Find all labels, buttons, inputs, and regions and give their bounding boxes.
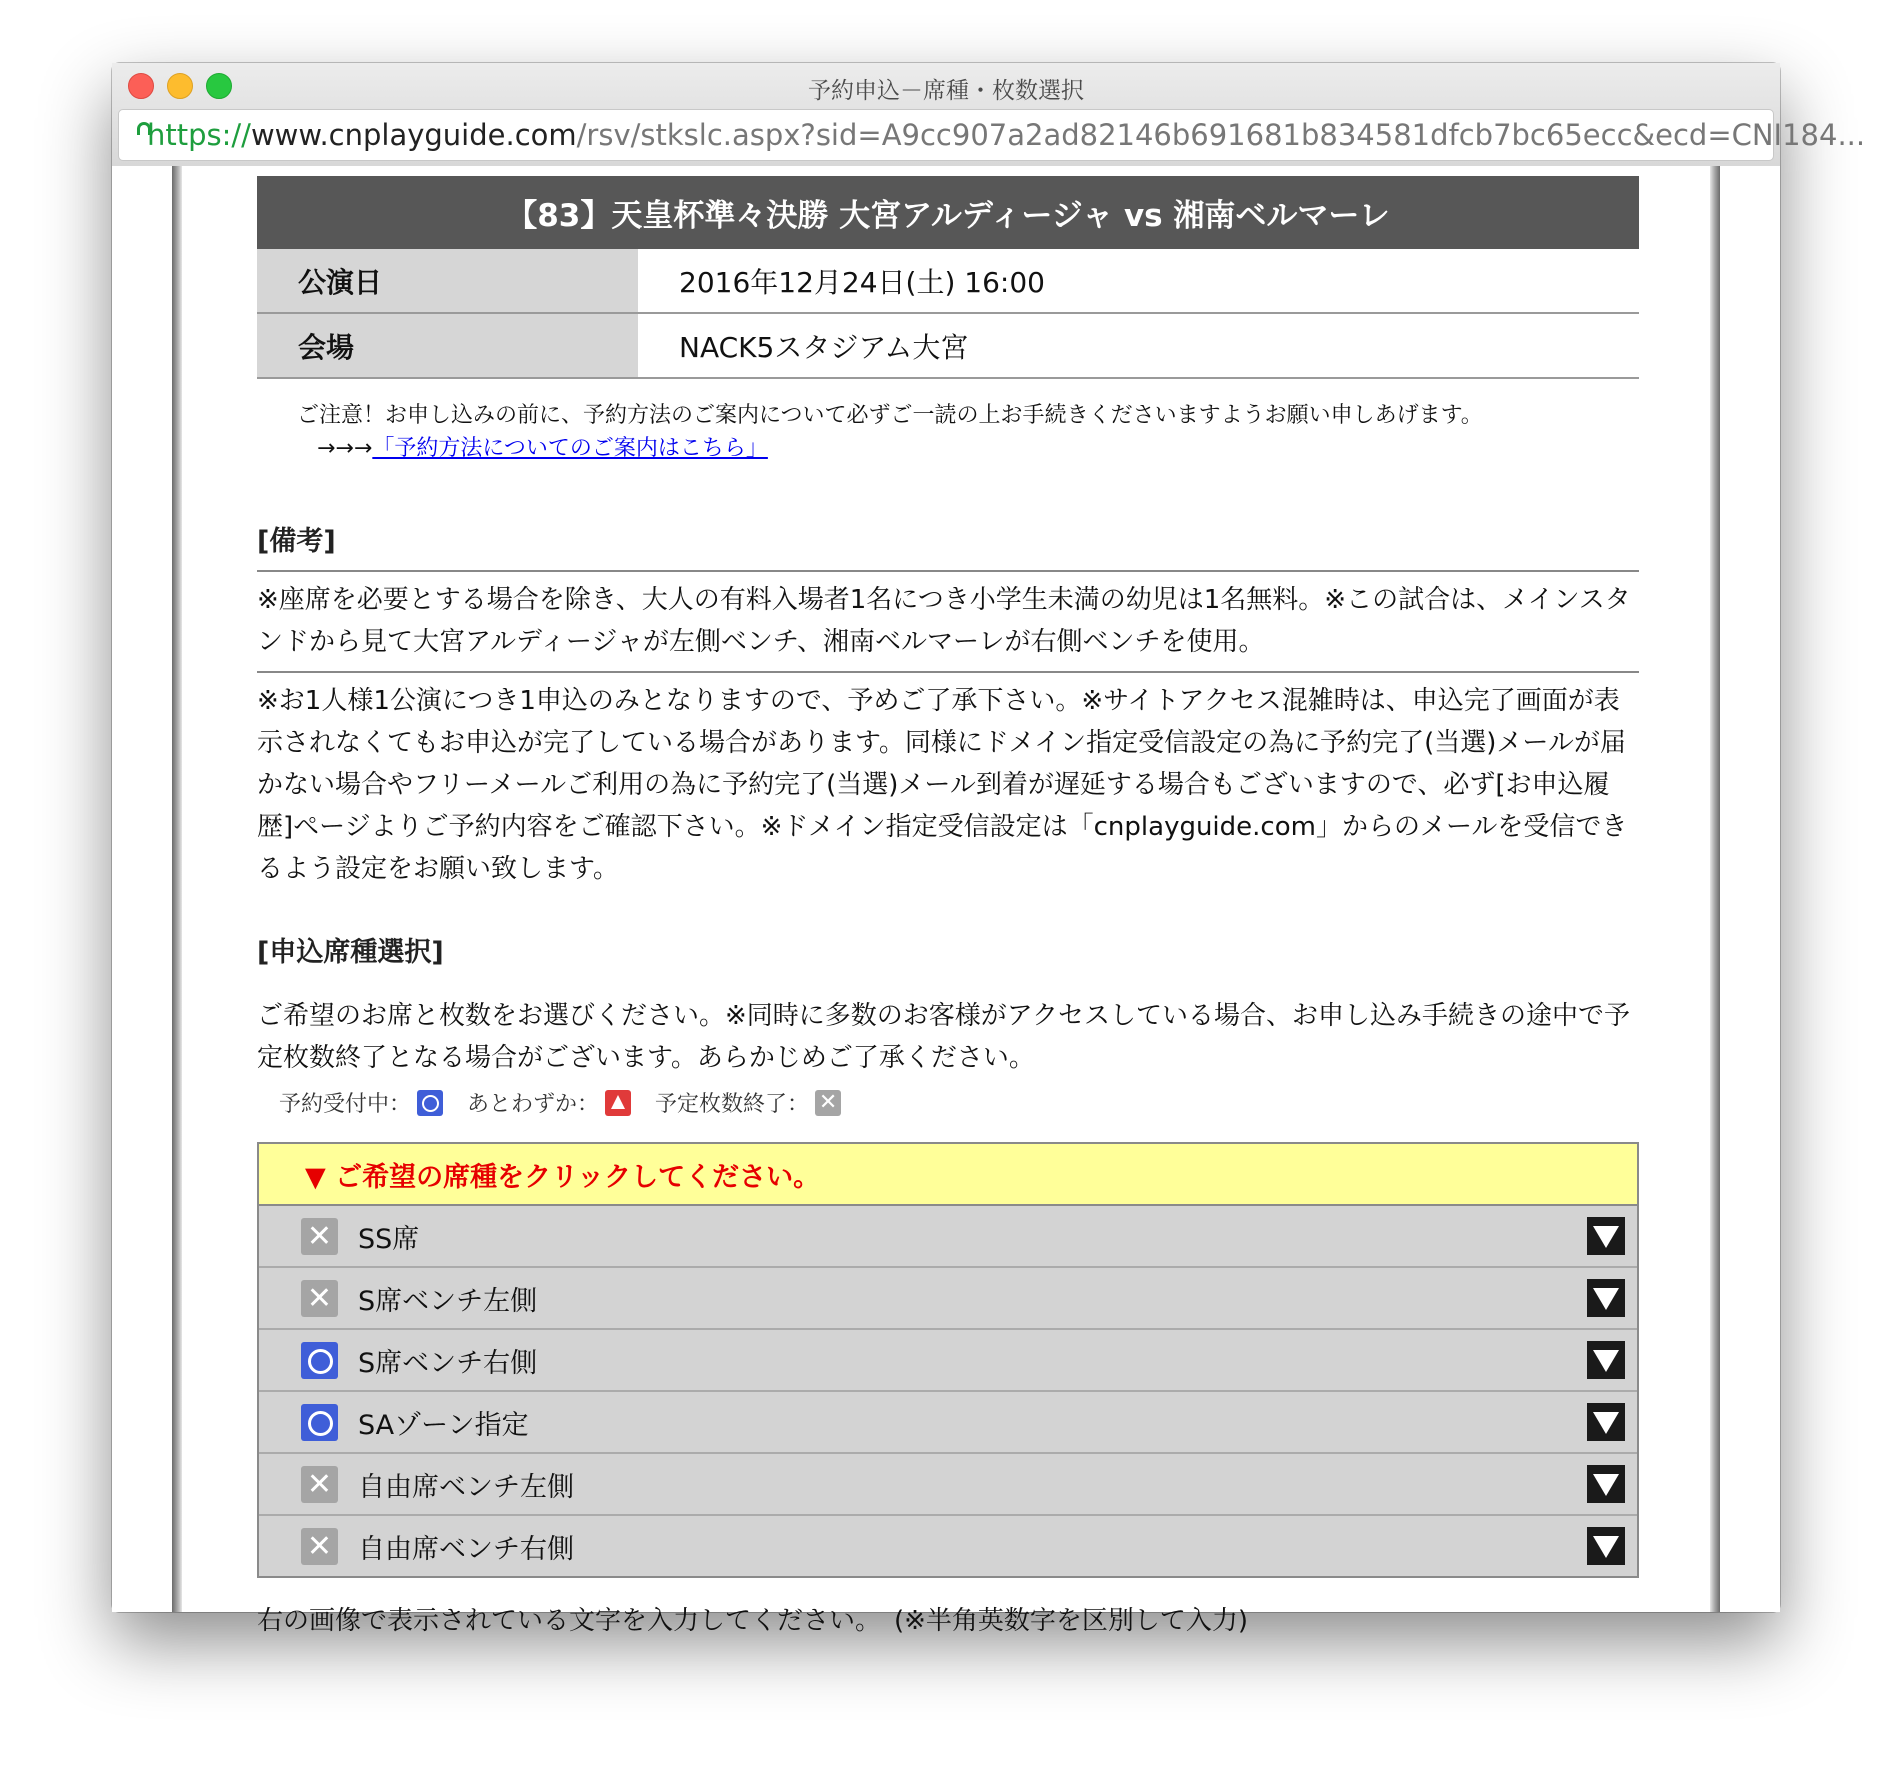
remarks-heading: [備考] (257, 519, 1639, 572)
browser-window (112, 63, 1866, 1636)
remark-item: ※お1人様1公演につき1申込のみとなりますので、予めご了承下さい。※サイトアクセス混雑時は、申込完了画面が表示されなくてもお申込が完了している場合があります。同様にドメイン指定受信設定の為に予約完了(当選)メールが届かない場合やフリーメールご利用の為に予約完了(当選)メール到着が遅延する場合もございますので、必ず[お申込履歴]ページよりご予約内容をご確認下さい。※ドメイン指定受信設定は「cnplayguide.com」からのメールを受信できるよう設定をお願い致します。 (257, 686, 1628, 884)
expand-triangle-icon[interactable] (1587, 1217, 1625, 1255)
date-label: 公演日 (257, 249, 638, 313)
seat-name: 自由席ベンチ左側 (358, 1471, 574, 1503)
notice-link-line (297, 432, 1639, 465)
url-path: /rsv/stkslc.aspx?sid=A9cc907a2ad82146b691681b834581dfcb7bc65ecc&ecd=CNI184... (576, 118, 1866, 152)
page-content (112, 166, 1780, 1636)
venue-value: NACK5スタジアム大宮 (638, 313, 1639, 378)
seat-selection-instructions: ご希望のお席と枚数をお選びください。※同時に多数のお客様がアクセスしている場合、お申し込み手続きの途中で予定枚数終了となる場合がございます。あらかじめご了承ください。 (257, 1001, 1631, 1073)
notice (297, 399, 1639, 465)
seat-row-s-left[interactable] (259, 1268, 1637, 1330)
seat-name: S席ベンチ左側 (358, 1285, 538, 1317)
x-icon: ✕ (301, 1280, 338, 1317)
notice-text: ご注意！お申し込みの前に、予約方法のご案内について必ずご一読の上お手続きくださいますようお願い申しあげます。 (297, 403, 1483, 428)
expand-triangle-icon[interactable] (1587, 1279, 1625, 1317)
legend-available (279, 1087, 443, 1118)
seat-selection-heading: [申込席種選択] (257, 937, 444, 968)
reservation-guide-link[interactable]: 「予約方法についてのご案内はこちら」 (372, 436, 768, 461)
venue-row (257, 313, 1639, 378)
window-title: 予約申込－席種・枚数選択 (808, 78, 1084, 104)
expand-triangle-icon[interactable] (1587, 1341, 1625, 1379)
seat-name: S席ベンチ右側 (358, 1347, 538, 1379)
event-info-table (257, 249, 1639, 379)
venue-label: 会場 (257, 313, 638, 378)
status-legend (279, 1087, 1639, 1118)
address-bar[interactable] (118, 109, 1866, 161)
remark-item: ※座席を必要とする場合を除き、大人の有料入場者1名につき小学生未満の幼児は1名無料。※この試合は、メインスタンドから見て大宮アルディージャが左側ベンチ、湘南ベルマーレが右側ベンチを使用。 (257, 572, 1639, 673)
seat-row-ss[interactable] (259, 1206, 1637, 1268)
main-column (257, 176, 1639, 1637)
circle-icon (417, 1090, 443, 1116)
expand-triangle-icon[interactable] (1587, 1403, 1625, 1441)
expand-triangle-icon[interactable] (1587, 1527, 1625, 1565)
date-value: 2016年12月24日(土) 16:00 (638, 249, 1639, 313)
notice-arrow: →→→ (317, 436, 373, 461)
seat-name: SS席 (358, 1223, 420, 1255)
url-scheme: https:// (147, 118, 251, 152)
circle-icon (301, 1404, 338, 1441)
left-page-border (172, 166, 182, 1612)
event-title: 【83】天皇杯準々決勝 大宮アルディージャ vs 湘南ベルマーレ (257, 176, 1639, 249)
expand-triangle-icon[interactable] (1587, 1465, 1625, 1503)
seat-row-s-right[interactable] (259, 1330, 1637, 1392)
x-icon: ✕ (815, 1090, 841, 1116)
seat-type-table (257, 1142, 1639, 1578)
triangle-icon (605, 1090, 631, 1116)
seat-banner: ▼ ご希望の席種をクリックしてください。 (259, 1144, 1637, 1206)
legend-sold-out-label: 予定枚数終了： (655, 1092, 810, 1117)
legend-available-label: 予約受付中： (279, 1092, 412, 1117)
url-host: www.cnplayguide.com (250, 118, 577, 152)
captcha-note: 右の画像で表示されている文字を入力してください。 (※半角英数字を区別して入力) (257, 1606, 1249, 1636)
right-page-border (1710, 166, 1720, 1612)
x-icon: ✕ (301, 1528, 338, 1565)
circle-icon (301, 1342, 338, 1379)
legend-sold-out (655, 1087, 841, 1118)
legend-few-left (467, 1087, 631, 1118)
date-row (257, 249, 1639, 313)
title-bar (112, 63, 1866, 167)
seat-row-sa-zone[interactable] (259, 1392, 1637, 1454)
x-icon: ✕ (301, 1218, 338, 1255)
seat-name: 自由席ベンチ右側 (358, 1533, 574, 1565)
seat-row-free-left[interactable] (259, 1454, 1637, 1516)
x-icon: ✕ (301, 1466, 338, 1503)
legend-few-left-label: あとわずか： (467, 1092, 600, 1117)
seat-row-free-right[interactable] (259, 1516, 1637, 1576)
seat-name: SAゾーン指定 (358, 1409, 529, 1441)
